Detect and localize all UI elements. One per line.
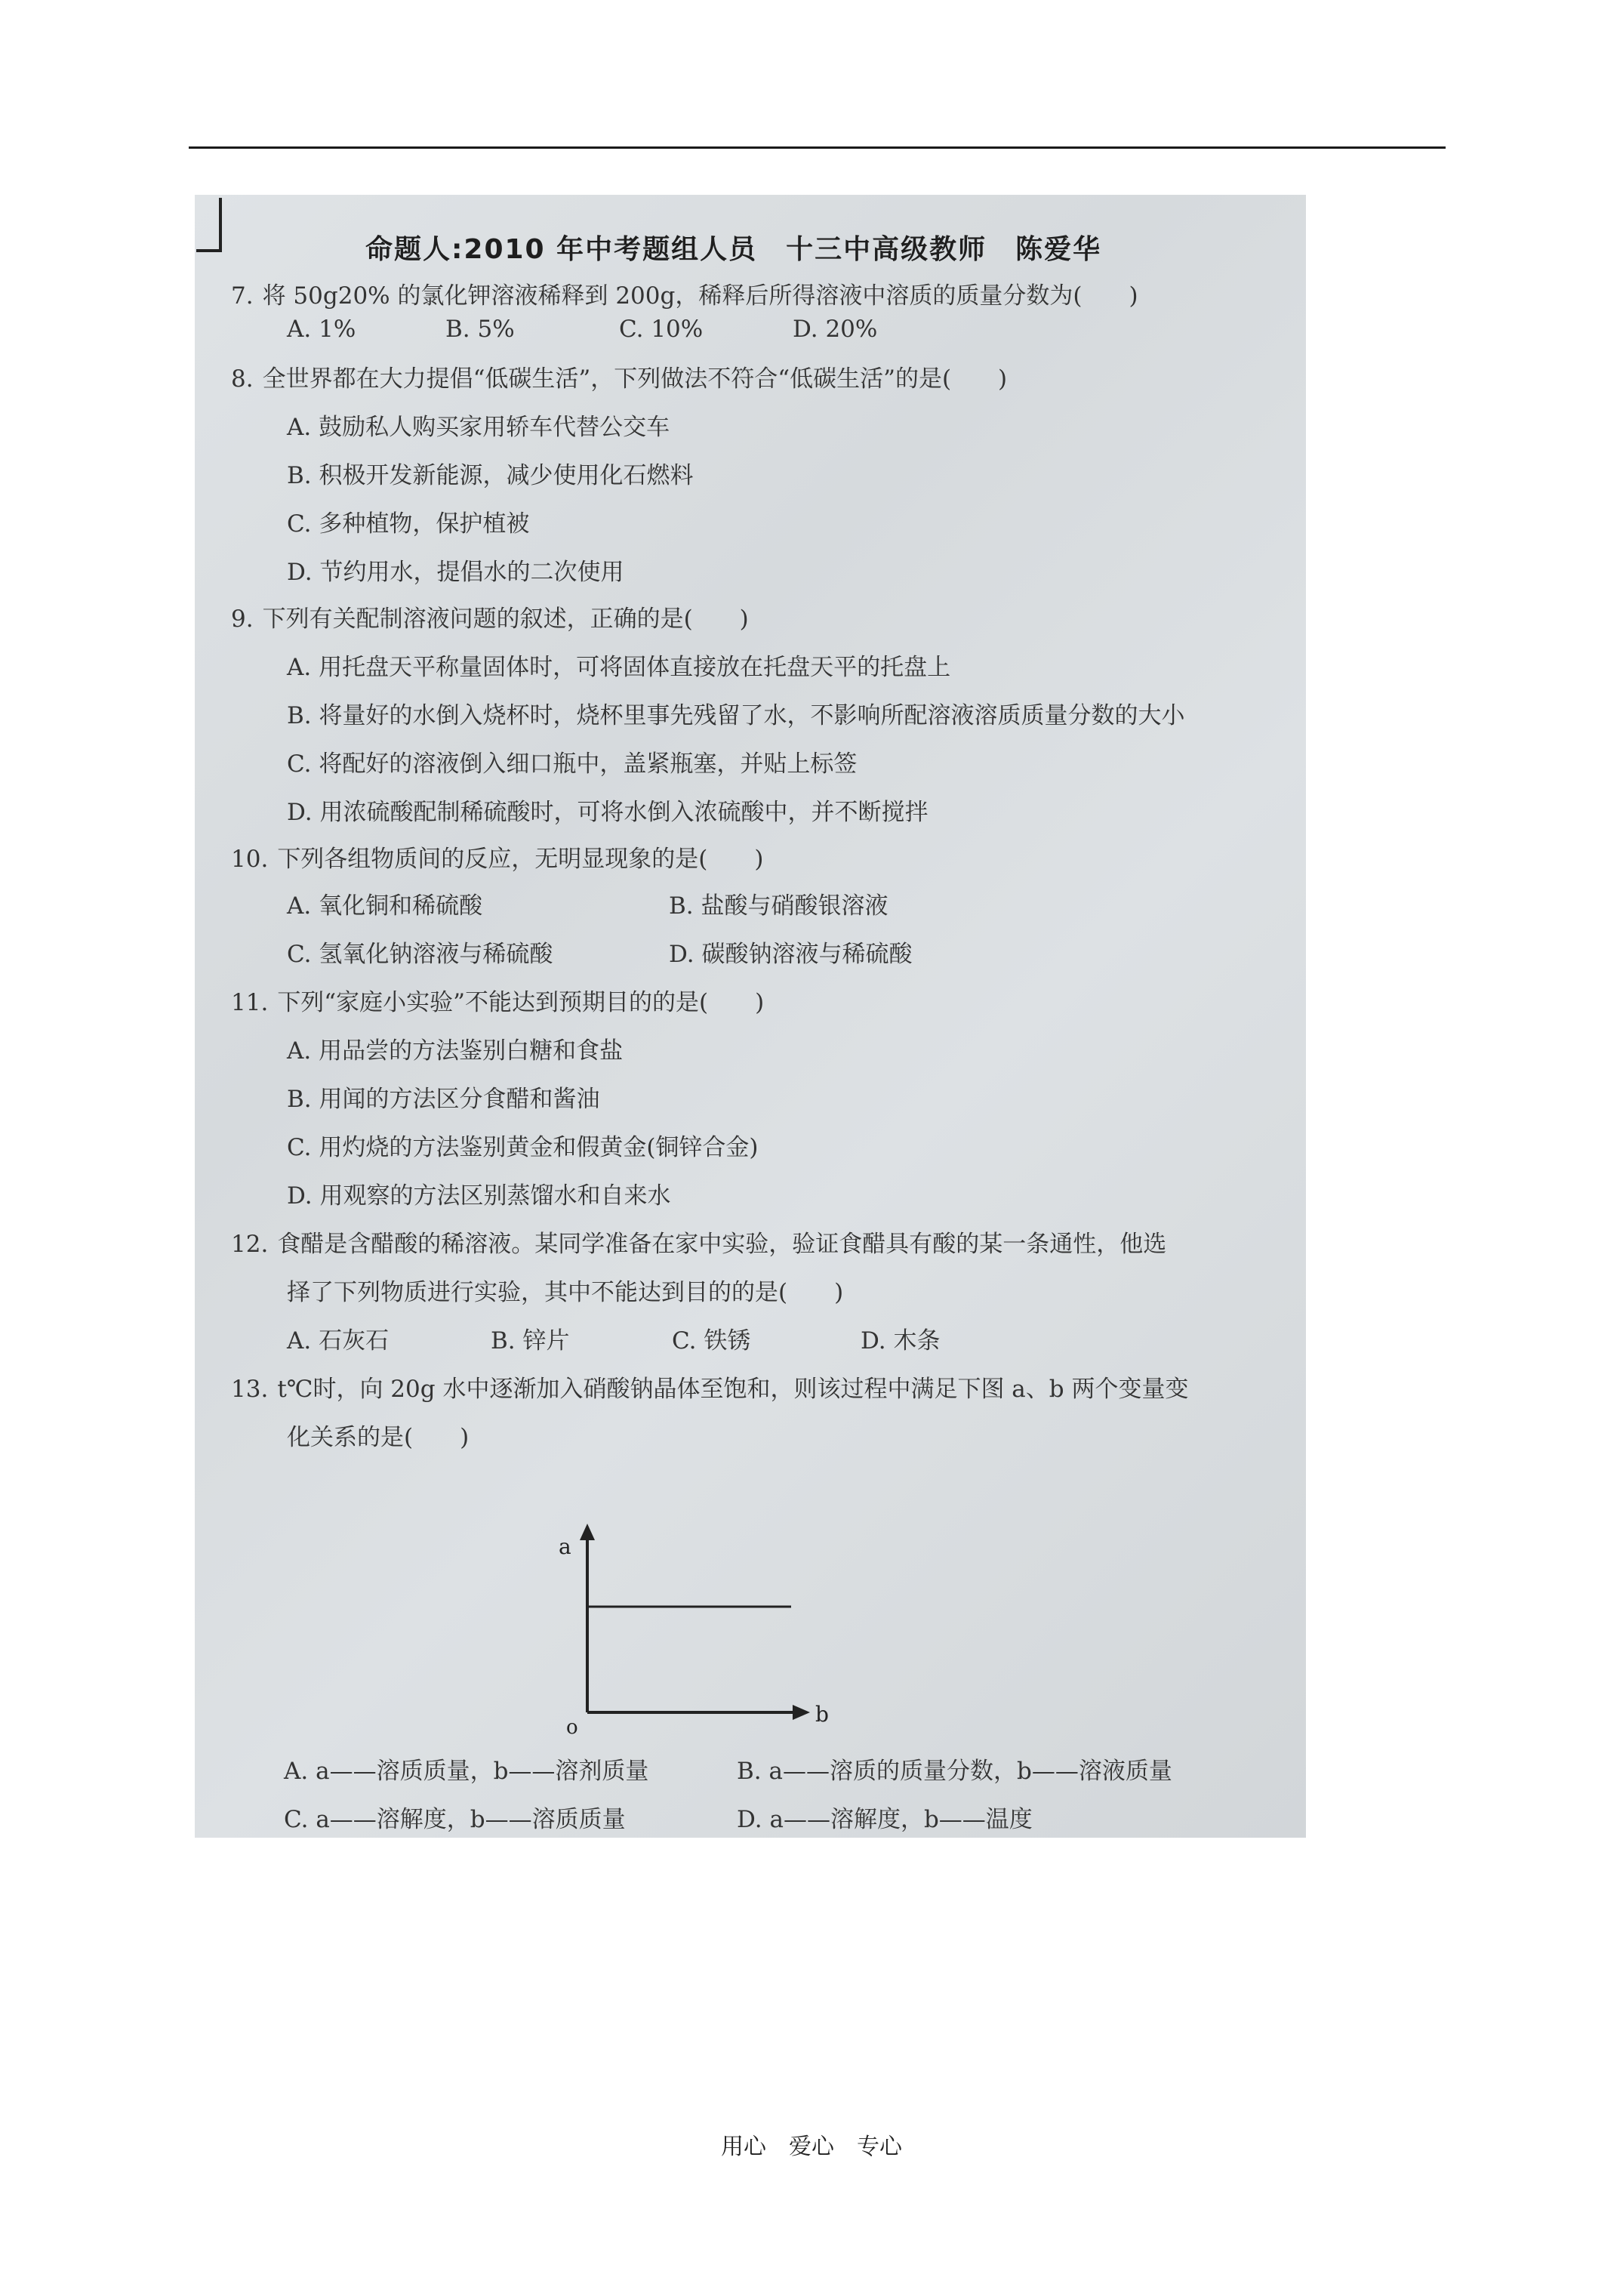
question-8-option-a: A. 鼓励私人购买家用轿车代替公交车 [287,414,670,441]
question-13-option-d: D. a——溶解度，b——温度 [737,1806,1033,1833]
option-a: A. 1% [287,316,356,343]
question-8-option-b: B. 积极开发新能源，减少使用化石燃料 [287,462,694,489]
question-9-option-d: D. 用浓硫酸配制稀硫酸时，可将水倒入浓硫酸中，并不断搅拌 [287,799,929,826]
question-9-option-b: B. 将量好的水倒入烧杯时，烧杯里事先残留了水，不影响所配溶液溶质质量分数的大小 [287,702,1185,729]
question-10: 10. 下列各组物质间的反应，无明显现象的是( ) [231,846,764,873]
option-b: B. 锌片 [491,1327,570,1354]
question-13-option-a: A. a——溶质质量，b——溶剂质量 [284,1758,649,1785]
header-rule [189,146,1446,149]
scanned-exam-page [195,195,1306,1838]
question-9-option-a: A. 用托盘天平称量固体时，可将固体直接放在托盘天平的托盘上 [287,654,951,681]
x-axis-arrow [793,1705,810,1720]
option-c: C. 铁锈 [672,1327,751,1354]
question-7-options [287,316,877,343]
question-9-option-c: C. 将配好的溶液倒入细口瓶中，盖紧瓶塞，并贴上标签 [287,750,858,778]
question-8: 8. 全世界都在大力提倡“低碳生活”，下列做法不符合“低碳生活”的是( ) [231,365,1008,393]
question-13-option-b: B. a——溶质的质量分数，b——溶液质量 [737,1758,1172,1785]
corner-bracket-mark [196,198,222,252]
question-11-option-b: B. 用闻的方法区分食醋和酱油 [287,1086,600,1113]
question-12-line-2: 择了下列物质进行实验，其中不能达到目的的是( ) [287,1279,844,1306]
question-10-option-b: B. 盐酸与硝酸银溶液 [669,892,888,920]
y-axis-label: a [559,1534,571,1559]
option-d: D. 20% [793,316,878,343]
option-a: A. 石灰石 [287,1327,390,1354]
question-13: 13. t℃时，向 20g 水中逐渐加入硝酸钠晶体至饱和，则该过程中满足下图 a、b 两个变量变 [231,1376,1189,1403]
question-11: 11. 下列“家庭小实验”不能达到预期目的的是( ) [231,989,765,1016]
question-13-line-2: 化关系的是( ) [287,1424,470,1451]
option-c: C. 10% [619,316,704,343]
question-13-option-c: C. a——溶解度，b——溶质质量 [284,1806,626,1833]
exam-header: 命题人:2010 年中考题组人员 十三中高级教师 陈爱华 [365,234,1102,265]
x-axis-label: b [815,1702,829,1727]
page-footer: 用心 爱心 专心 [721,2134,902,2160]
question-11-option-d: D. 用观察的方法区别蒸馏水和自来水 [287,1182,671,1210]
variable-relation-graph [550,1524,829,1739]
question-10-option-d: D. 碳酸钠溶液与稀硫酸 [669,941,913,968]
option-d: D. 木条 [861,1327,941,1354]
question-8-option-c: C. 多种植物，保护植被 [287,510,530,538]
origin-label: o [566,1716,578,1739]
question-12-options [287,1321,940,1355]
question-11-option-a: A. 用品尝的方法鉴别白糖和食盐 [287,1037,624,1065]
option-b: B. 5% [445,316,515,343]
question-7: 7. 将 50g20% 的氯化钾溶液稀释到 200g，稀释后所得溶液中溶质的质量分数为( ) [231,282,1138,310]
question-10-option-a: A. 氧化铜和稀硫酸 [287,892,483,920]
question-10-option-c: C. 氢氧化钠溶液与稀硫酸 [287,941,553,968]
question-11-option-c: C. 用灼烧的方法鉴别黄金和假黄金(铜锌合金) [287,1134,759,1161]
y-axis-arrow [580,1524,595,1540]
question-9: 9. 下列有关配制溶液问题的叙述，正确的是( ) [231,606,749,633]
question-12: 12. 食醋是含醋酸的稀溶液。某同学准备在家中实验，验证食醋具有酸的某一条通性，他选 [231,1231,1167,1258]
question-8-option-d: D. 节约用水，提倡水的二次使用 [287,559,624,586]
